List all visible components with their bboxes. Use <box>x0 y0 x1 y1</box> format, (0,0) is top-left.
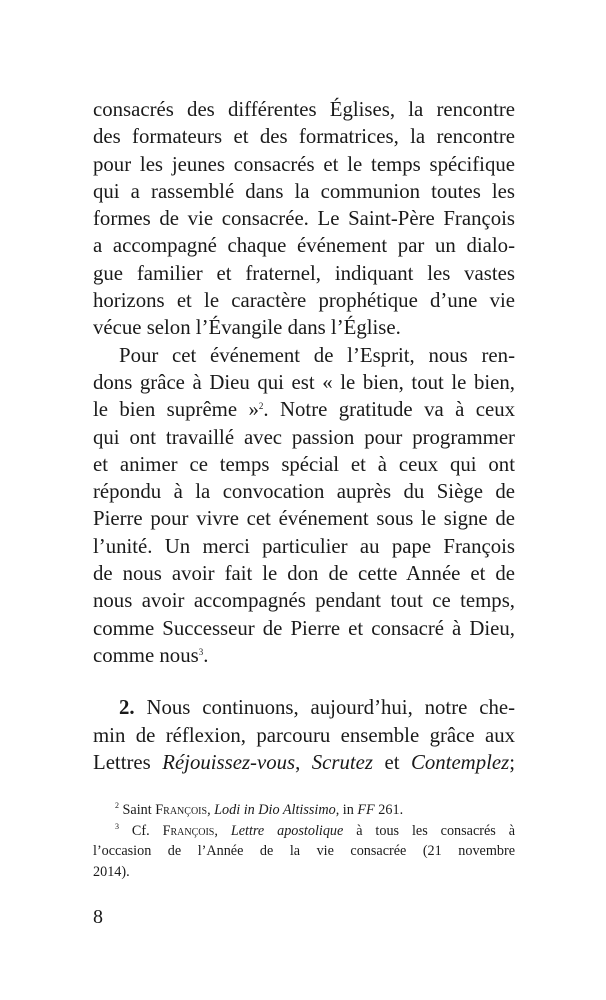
text-line: de nous avoir fait le don de cette Année et de <box>93 562 515 586</box>
footnote-mark: 3 <box>115 821 119 831</box>
text-fragment: Cf. <box>119 822 163 839</box>
page-number: 8 <box>93 906 103 928</box>
letter-title: Réjouissez-vous <box>162 750 296 774</box>
footnote-2 <box>93 800 515 821</box>
text-fragment: Lettres <box>93 750 163 774</box>
text-line: vécue selon l’Évangile dans l’Église. <box>93 316 401 340</box>
section-number: 2. <box>119 696 135 720</box>
footnotes <box>93 800 515 882</box>
text-line: qui a rassemblé dans la communion toutes les <box>93 179 515 203</box>
footnote-mark: 2 <box>115 801 119 811</box>
text-line: comme Successeur de Pierre et consacré à Dieu, <box>93 616 515 640</box>
text-fragment: , <box>214 822 231 839</box>
text-fragment: , <box>207 802 215 819</box>
text-line: a accompagné chaque événement par un dialo- <box>93 234 515 258</box>
footnote-3 <box>93 821 515 842</box>
letter-title: Scrutez <box>311 750 374 774</box>
paragraph-1 <box>93 96 515 342</box>
text-fragment: 261. <box>374 802 404 819</box>
work-title: FF <box>357 802 375 819</box>
footnote-3-line: l’occasion de l’Année de la vie consacrée (21 novembre <box>93 843 515 860</box>
letter-title: Contemplez <box>411 750 510 774</box>
text-line: gue familier et fraternel, indiquant les vastes <box>93 261 515 285</box>
paragraph-3 <box>93 694 515 776</box>
page-body <box>93 96 515 882</box>
text-line: consacrés des différentes Églises, la rencontre <box>93 98 515 121</box>
text-line: l’unité. Un merci particulier au pape François <box>93 534 515 558</box>
text-line: pour les jeunes consacrés et le temps spécifique <box>93 152 515 176</box>
section-gap <box>93 669 515 694</box>
author-name: François <box>155 802 208 819</box>
footnote-ref-2[interactable]: 2 <box>258 401 264 412</box>
text-fragment: . Notre gratitude va à ceux <box>263 398 515 422</box>
work-title: Lettre apostolique <box>230 822 344 839</box>
text-line: et animer ce temps spécial et à ceux qui ont <box>93 452 515 476</box>
text-fragment: à tous les consacrés à <box>343 822 516 839</box>
text-line: formes de vie consacrée. Le Saint-Père François <box>93 207 515 231</box>
text-fragment: . <box>203 643 209 667</box>
paragraph-2 <box>93 342 515 670</box>
work-title: Lodi in Dio Altissimo <box>214 802 336 819</box>
footnote-3-line: 2014). <box>93 863 130 880</box>
text-fragment: comme nous <box>93 643 199 667</box>
text-fragment: et <box>373 750 411 774</box>
text-line <box>93 642 515 669</box>
author-name: François <box>162 822 215 839</box>
text-line: qui ont travaillé avec passion pour programmer <box>93 425 515 449</box>
text-fragment: le bien suprême » <box>93 398 259 422</box>
footnote-ref-3[interactable]: 3 <box>198 646 204 657</box>
text-line: des formateurs et des formatrices, la rencontre <box>93 125 515 149</box>
text-fragment: , <box>295 750 312 774</box>
text-line: répondu à la convocation auprès du Siège de <box>93 480 515 504</box>
text-line: Pour cet événement de l’Esprit, nous ren- <box>119 343 515 367</box>
text-line: dons grâce à Dieu qui est « le bien, tout le bien, <box>93 370 515 394</box>
text-fragment: Nous continuons, aujourd’hui, notre che- <box>134 696 515 720</box>
text-line: min de réflexion, parcouru ensemble grâce aux <box>93 723 515 747</box>
text-fragment: Saint <box>119 802 156 819</box>
text-line <box>93 749 515 776</box>
text-line <box>93 396 515 423</box>
text-fragment: ; <box>509 750 515 774</box>
text-line <box>93 694 515 721</box>
text-line: nous avoir accompagnés pendant tout ce temps, <box>93 589 515 613</box>
text-line: Pierre pour vivre cet événement sous le signe de <box>93 507 515 531</box>
text-line: horizons et le caractère prophétique d’une vie <box>93 289 515 313</box>
text-fragment: , in <box>335 802 358 819</box>
